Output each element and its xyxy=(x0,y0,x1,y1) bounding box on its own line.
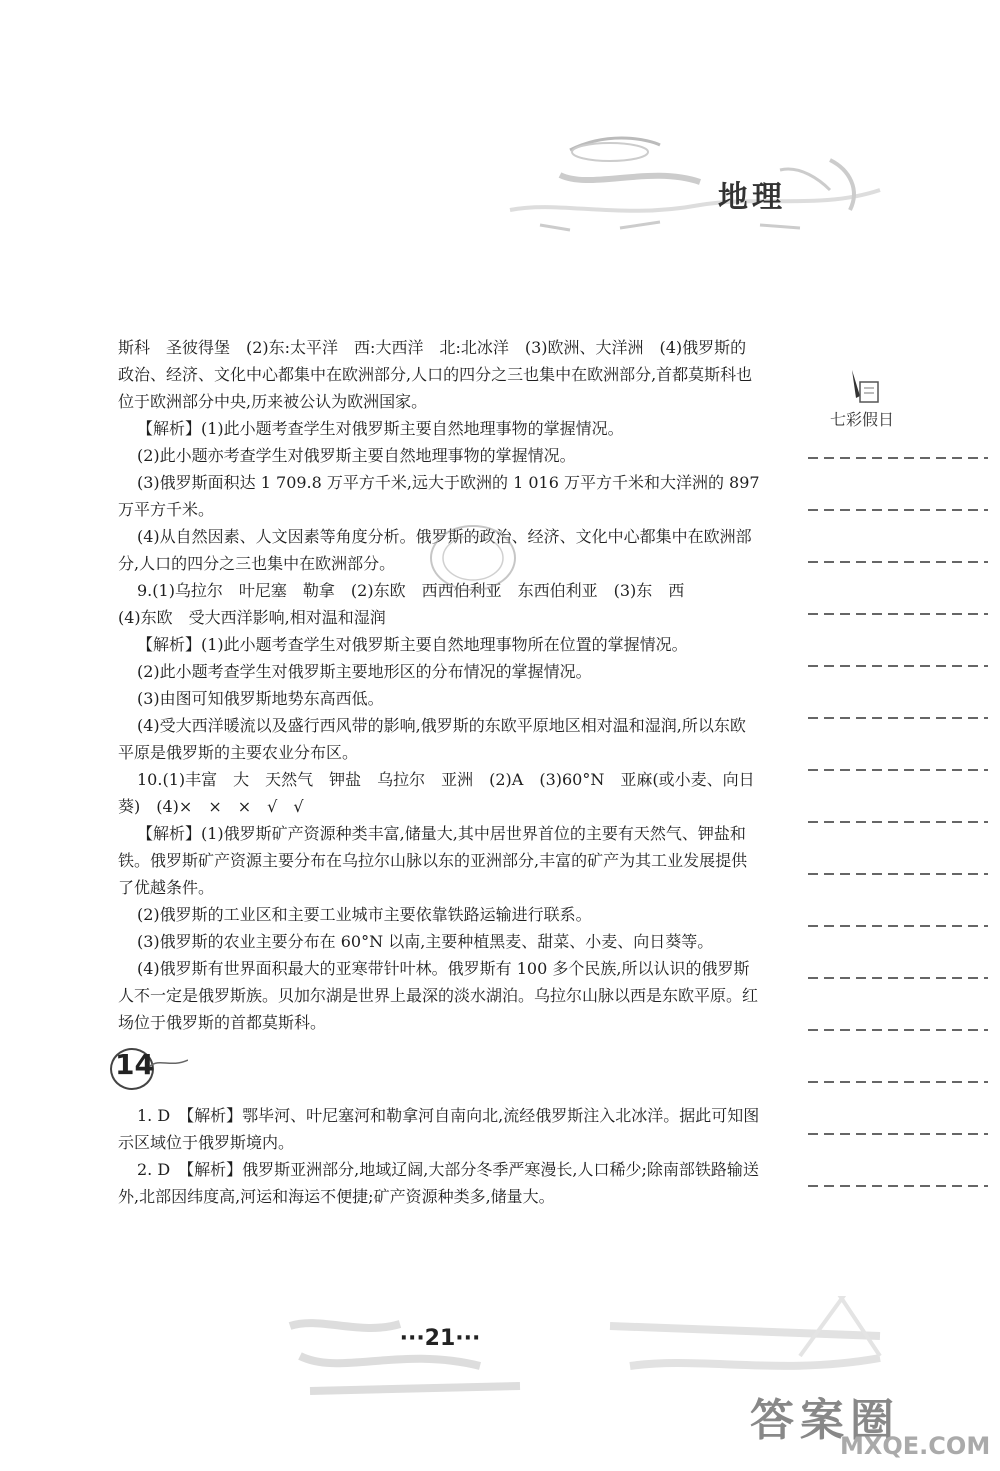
analysis-paragraph: (2)此小题亦考查学生对俄罗斯主要自然地理事物的掌握情况。 xyxy=(137,446,576,465)
analysis-paragraph: (4)俄罗斯有世界面积最大的亚寒带针叶林。俄罗斯有 100 多个民族,所以认识的俄罗斯人不一定是俄罗斯族。贝加尔湖是世界上最深的淡水湖泊。乌拉尔山脉以西是东欧平原。红场位于俄罗斯的首都莫斯科。 xyxy=(118,959,759,1032)
answer-paragraph: 斯科 圣彼得堡 (2)东:太平洋 西:大西洋 北:北冰洋 (3)欧洲、大洋洲 (4)俄罗斯的政治、经济、文化中心都集中在欧洲部分,人口的四分之三也集中在欧洲部分,首都莫斯科也位于欧洲部分中央,历来被公认为欧洲国家。 xyxy=(118,338,753,411)
answer-paragraph: 10.(1)丰富 大 天然气 钾盐 乌拉尔 亚洲 (2)A (3)60°N 亚麻(或小麦、向日葵) (4)× × × √ √ xyxy=(118,770,755,816)
analysis-paragraph: 【解析】(1)此小题考查学生对俄罗斯主要自然地理事物所在位置的掌握情况。 xyxy=(137,635,688,654)
analysis-paragraph: 【解析】(1)俄罗斯矿产资源种类丰富,储量大,其中居世界首位的主要有天然气、钾盐和铁。俄罗斯矿产资源主要分布在乌拉尔山脉以东的亚洲部分,丰富的矿产为其工业发展提供了优越条件。 xyxy=(118,824,748,897)
note-lines xyxy=(808,456,988,1196)
answer-paragraph: (4)东欧 受大西洋影响,相对温和湿润 xyxy=(118,608,386,627)
analysis-paragraph: (3)俄罗斯面积达 1 709.8 万平方千米,远大于欧洲的 1 016 万平方千米和大洋洲的 897 万平方千米。 xyxy=(118,473,760,519)
analysis-paragraph: (3)由图可知俄罗斯地势东高西低。 xyxy=(137,689,384,708)
section-number: 14 xyxy=(115,1048,154,1081)
answer-paragraph: 9.(1)乌拉尔 叶尼塞 勒拿 (2)东欧 西西伯利亚 东西伯利亚 (3)东 西 xyxy=(137,581,685,600)
homework-stamp-icon xyxy=(426,522,520,594)
section-number-badge xyxy=(110,1048,760,1088)
analysis-paragraph: (3)俄罗斯的农业主要分布在 60°N 以南,主要种植黑麦、甜菜、小麦、向日葵等。 xyxy=(137,932,714,951)
analysis-paragraph: (2)此小题考查学生对俄罗斯主要地形区的分布情况的掌握情况。 xyxy=(137,662,592,681)
analysis-paragraph: (2)俄罗斯的工业区和主要工业城市主要依靠铁路运输进行联系。 xyxy=(137,905,592,924)
subject-title: 地理 xyxy=(718,180,786,215)
watermark-url: MXQE.COM xyxy=(840,1432,991,1460)
analysis-paragraph: 【解析】(1)此小题考查学生对俄罗斯主要自然地理事物的掌握情况。 xyxy=(137,419,624,438)
answer-content xyxy=(115,334,760,1210)
header-banner-decoration xyxy=(500,110,890,250)
answer-paragraph: 1. D 【解析】鄂毕河、叶尼塞河和勒拿河自南向北,流经俄罗斯注入北冰洋。据此可知图示区域位于俄罗斯境内。 xyxy=(118,1106,760,1152)
badge-tail-decoration xyxy=(150,1056,188,1070)
analysis-paragraph: (4)从自然因素、人文因素等角度分析。俄罗斯的政治、经济、文化中心都集中在欧洲部分,人口的四分之三也集中在欧洲部分。 xyxy=(118,527,752,573)
pen-note-icon xyxy=(842,368,882,408)
analysis-paragraph: (4)受大西洋暖流以及盛行西风带的影响,俄罗斯的东欧平原地区相对温和湿润,所以东欧平原是俄罗斯的主要农业分布区。 xyxy=(118,716,746,762)
page-number: ···21··· xyxy=(399,1326,481,1351)
sidebar-title: 七彩假日 xyxy=(830,410,895,429)
answer-paragraph: 2. D 【解析】俄罗斯亚洲部分,地域辽阔,大部分冬季严寒漫长,人口稀少;除南部铁路输送外,北部因纬度高,河运和海运不便捷;矿产资源种类多,储量大。 xyxy=(118,1160,759,1206)
watermark-brand: 答案圈 xyxy=(750,1395,900,1446)
